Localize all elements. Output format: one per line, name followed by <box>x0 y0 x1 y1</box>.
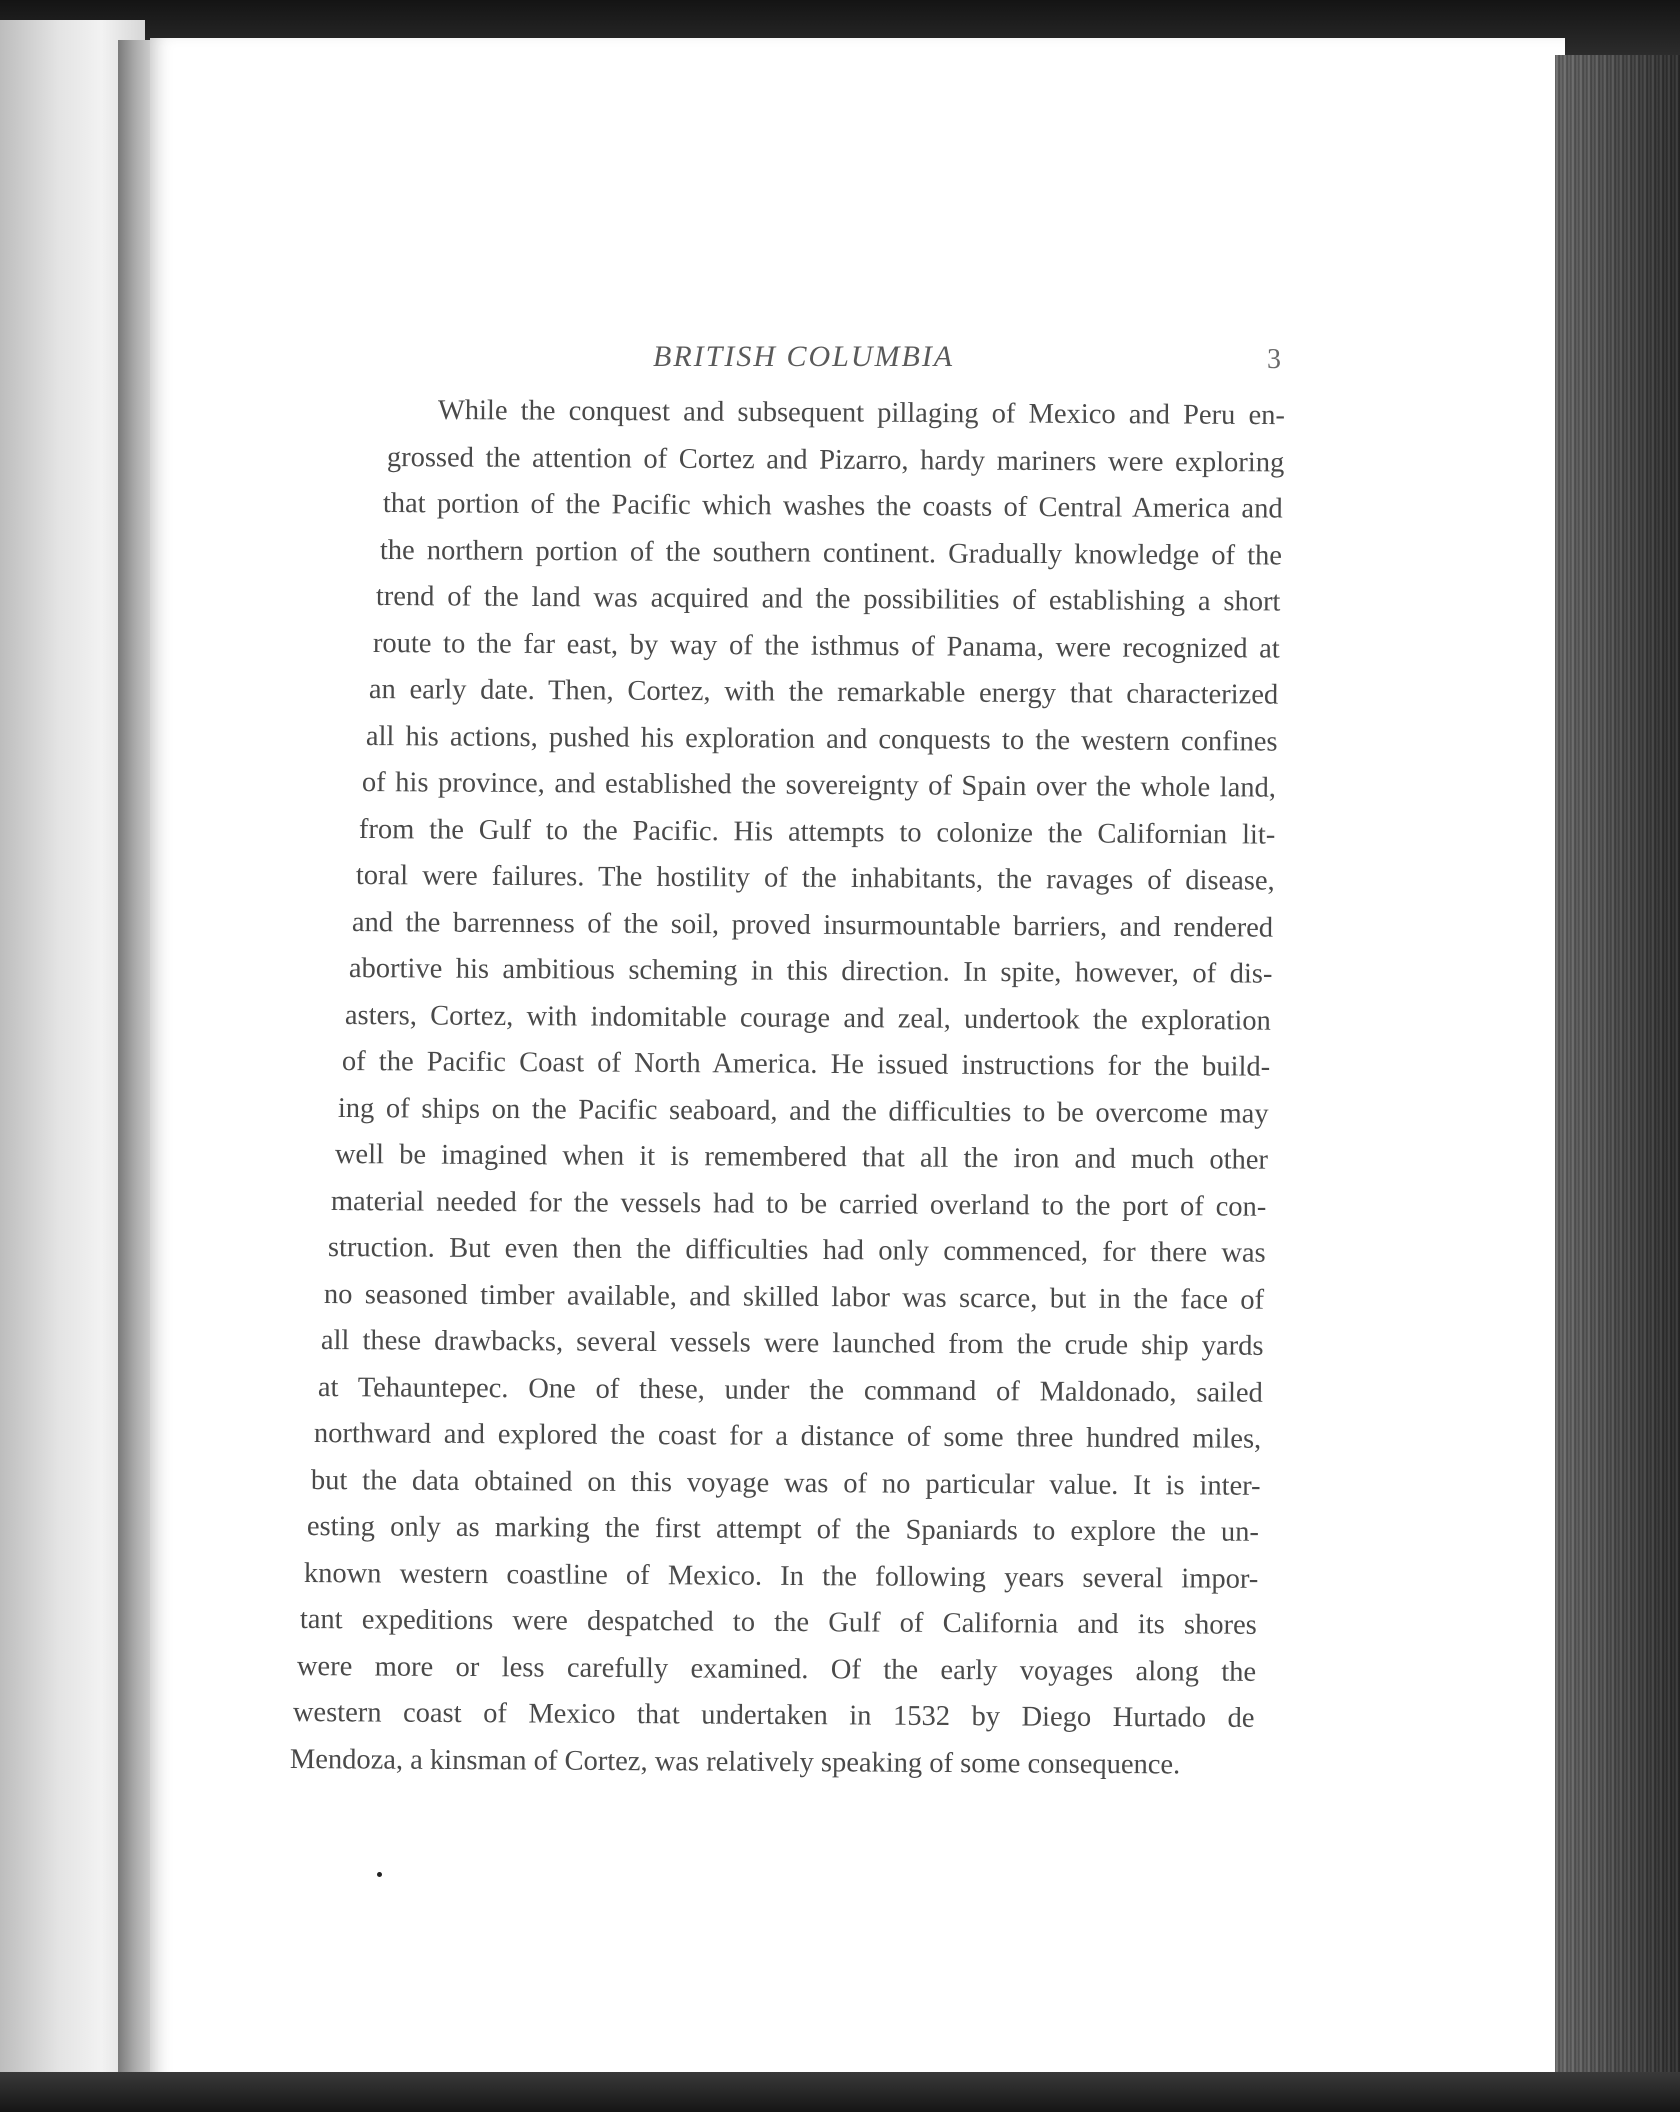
scanner-bed-bottom <box>0 2072 1680 2112</box>
text-line: were more or less carefully examined. Of the early voyages along the <box>296 1650 1257 1688</box>
text-line: and the barrenness of the soil, proved insurmountable barriers, and rendered <box>351 906 1274 944</box>
text-line: known western coastline of Mexico. In the following years several impor- <box>303 1557 1259 1595</box>
text-line: tant expeditions were despatched to the Gulf of California and its shores <box>300 1604 1258 1641</box>
text-line: of his province, and established the sovereignty of Spain over the whole land, <box>362 767 1277 804</box>
text-line: route to the far east, by way of the isthmus of Panama, were recognized at <box>372 627 1280 665</box>
text-line: all his actions, pushed his exploration and conquests to the western confines <box>365 720 1278 758</box>
text-line: no seasoned timber available, and skilled labor was scarce, but in the face of <box>324 1278 1265 1316</box>
text-line: grossed the attention of Cortez and Pizarro, hardy mariners were exploring <box>386 441 1284 478</box>
dust-speck <box>377 1872 382 1877</box>
text-line: western coast of Mexico that undertaken in 1532 by Diego Hurtado de <box>293 1697 1256 1734</box>
text-line: trend of the land was acquired and the possibilities of establishing a short <box>376 581 1281 618</box>
text-line: of the Pacific Coast of North America. He issued instructions for the build- <box>341 1046 1270 1083</box>
text-line: esting only as marking the first attempt of the Spaniards to explore the un- <box>307 1511 1260 1548</box>
text-line: While the conquest and subsequent pillaging of Mexico and Peru en- <box>437 395 1285 432</box>
running-head <box>150 340 1565 380</box>
text-line: the northern portion of the southern continent. Gradually knowledge of the <box>379 534 1282 572</box>
text-line: struction. But even then the difficulties had only commenced, for there was <box>327 1232 1266 1269</box>
page-edge-stack <box>1555 55 1680 2090</box>
text-line: but the data obtained on this voyage was of no particular value. It is inter- <box>310 1464 1261 1502</box>
text-line: an early date. Then, Cortez, with the remarkable energy that characterized <box>369 674 1279 711</box>
text-line: all these drawbacks, several vessels were launched from the crude ship yards <box>320 1325 1264 1362</box>
text-line: toral were failures. The hostility of the inhabitants, the ravages of disease, <box>355 860 1275 897</box>
text-line: abortive his ambitious scheming in this direction. In spite, however, of dis- <box>348 953 1273 990</box>
text-line: that portion of the Pacific which washes the coasts of Central America and <box>382 488 1283 525</box>
running-title: BRITISH COLUMBIA <box>653 340 955 373</box>
text-line: at Tehauntepec. One of these, under the command of Maldonado, sailed <box>317 1371 1263 1409</box>
page-number: 3 <box>1267 344 1281 375</box>
text-line: asters, Cortez, with indomitable courage and zeal, undertook the exploration <box>344 999 1272 1037</box>
text-line: from the Gulf to the Pacific. His attempts to colonize the Californian lit- <box>358 813 1276 851</box>
text-line: northward and explored the coast for a distance of some three hundred miles, <box>313 1418 1262 1455</box>
text-line: material needed for the vessels had to be carried overland to the port of con- <box>331 1185 1267 1223</box>
text-line: Mendoza, a kinsman of Cortez, was relatively speaking of some consequence. <box>289 1743 1181 1780</box>
text-line: well be imagined when it is remembered that all the iron and much other <box>334 1139 1268 1176</box>
text-line: ing of ships on the Pacific seaboard, and the difficulties to be overcome may <box>338 1092 1269 1130</box>
